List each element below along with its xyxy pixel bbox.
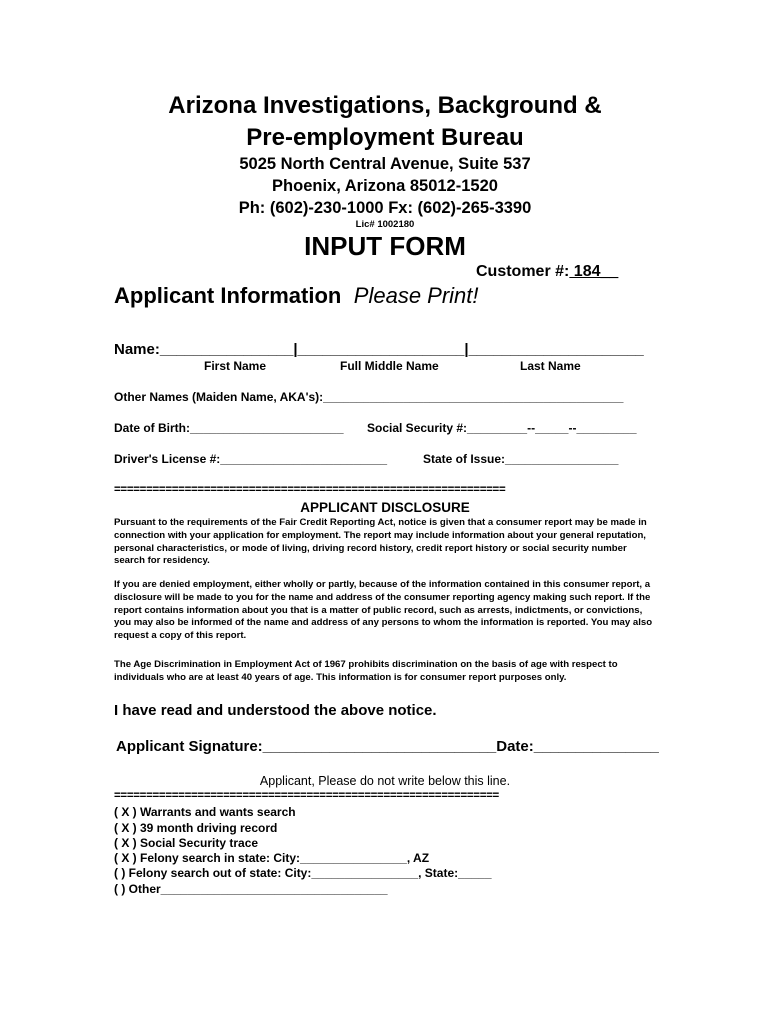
phone-fax: Ph: (602)-230-1000 Fx: (602)-265-3390 <box>238 199 532 217</box>
address-line1: 5025 North Central Avenue, Suite 537 <box>239 155 531 173</box>
disclosure-paragraph-3: The Age Discrimination in Employment Act of 1967 prohibits discrimination on the basis of age with respect to individuals who are at least 40 years of age. This information is for consumer report purposes only. <box>114 659 618 683</box>
acknowledgement: I have read and understood the above notice. <box>114 702 437 719</box>
section-heading: Applicant Information <box>114 283 342 308</box>
name-label: Name: <box>114 341 160 358</box>
drivers-license-field[interactable]: Driver's License #:_________________________ <box>114 452 388 466</box>
address-line2: Phoenix, Arizona 85012-1520 <box>272 177 498 195</box>
disclosure-heading: APPLICANT DISCLOSURE <box>300 500 470 515</box>
separator-line-2: ============================================================ <box>114 790 499 802</box>
customer-value: 184__ <box>569 263 619 280</box>
customer-label: Customer #: <box>476 263 570 280</box>
customer-number <box>476 263 618 281</box>
form-title: INPUT FORM <box>304 231 466 261</box>
checklist-item-driving-record[interactable]: ( X ) 39 month driving record <box>114 821 278 835</box>
checklist-item-warrants[interactable]: ( X ) Warrants and wants search <box>114 805 296 819</box>
checklist-item-felony-in-state[interactable]: ( X ) Felony search in state: City:________________, AZ <box>114 851 430 865</box>
last-name-caption: Last Name <box>520 359 581 373</box>
disclosure-paragraph-2: If you are denied employment, either wholly or partly, because of the information contained in this consumer report, a disclosure will be made to you for the name and address of the consumer reporting agency making such report. If the report contains information about you that is a matter of public record, such as arrests, indictments, or convictions, you may also be informed of the name and address of any persons to whom the information is reported. You may also request a copy of this report. <box>114 579 653 642</box>
name-field[interactable] <box>114 341 644 358</box>
dob-field[interactable]: Date of Birth:_______________________ <box>114 421 344 435</box>
company-name-line1: Arizona Investigations, Background & <box>168 92 602 119</box>
first-name-caption: First Name <box>204 359 267 373</box>
checklist-item-ssn-trace[interactable]: ( X ) Social Security trace <box>114 836 259 850</box>
state-of-issue-field[interactable]: State of Issue:_________________ <box>423 452 619 466</box>
section-heading-row <box>114 283 479 309</box>
section-subheading: Please Print! <box>353 283 479 308</box>
other-names-field[interactable]: Other Names (Maiden Name, AKA's):_____________________________________________ <box>114 390 624 404</box>
ssn-field[interactable]: Social Security #:_________--_____--_________ <box>367 421 637 435</box>
company-name-line2: Pre-employment Bureau <box>246 124 524 151</box>
checklist-item-other[interactable]: ( ) Other__________________________________ <box>114 882 388 896</box>
do-not-write-note: Applicant, Please do not write below this line. <box>259 774 511 788</box>
disclosure-paragraph-1: Pursuant to the requirements of the Fair Credit Reporting Act, notice is given that a consumer report may be made in connection with your application for employment. The report may include information about your general reputation, personal characteristics, or mode of living, driving record history, credit report history or social security number search for residency. <box>114 517 647 567</box>
signature-date-field[interactable]: Applicant Signature:____________________________Date:_______________ <box>116 738 659 755</box>
license-number: Lic# 1002180 <box>355 219 415 230</box>
middle-name-caption: Full Middle Name <box>340 359 439 373</box>
separator-line: ============================================================= <box>114 484 506 496</box>
name-line[interactable]: ________________|____________________|_____________________ <box>159 341 644 358</box>
checklist-item-felony-out-of-state[interactable]: ( ) Felony search out of state: City:________________, State:_____ <box>114 866 492 880</box>
